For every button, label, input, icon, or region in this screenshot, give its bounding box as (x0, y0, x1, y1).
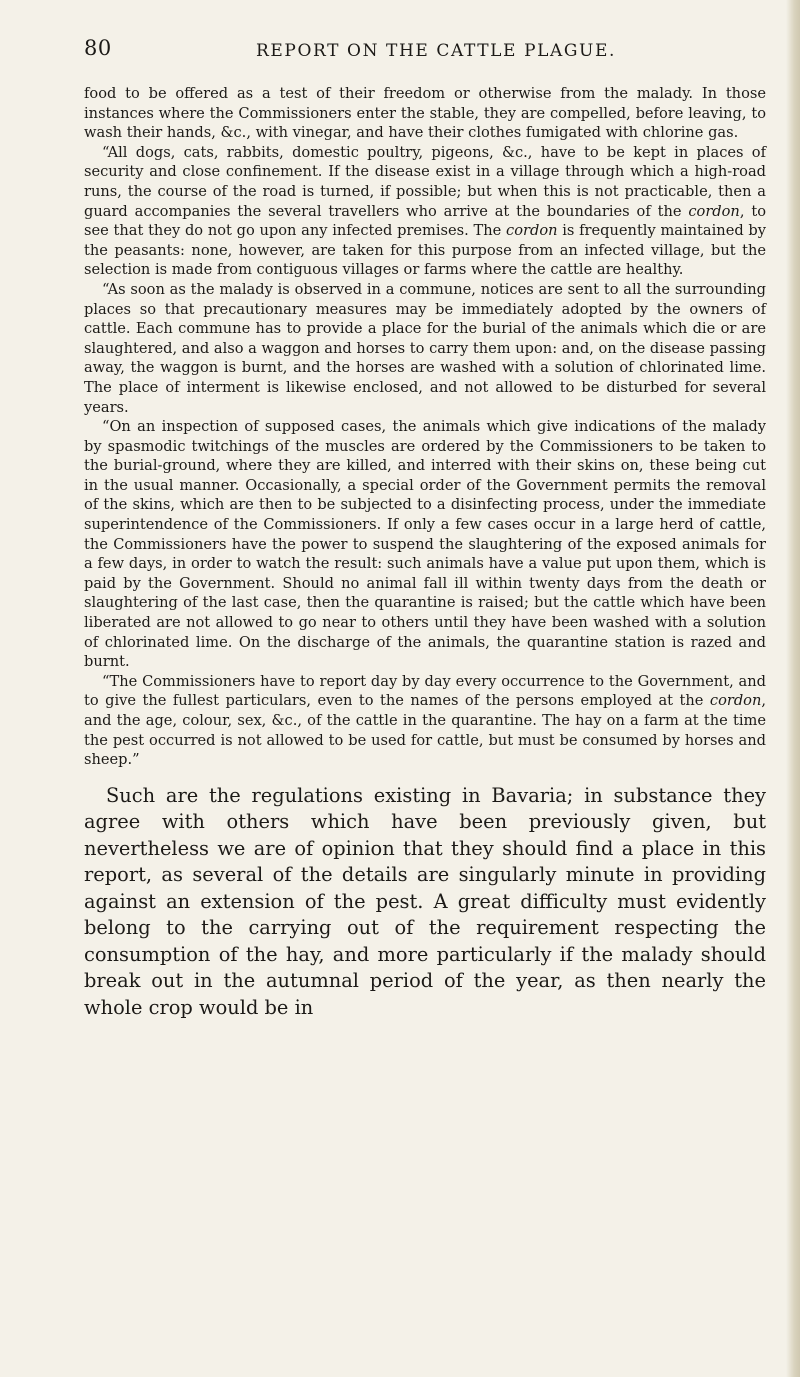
italic-term: cordon (709, 692, 762, 710)
body-paragraph: Such are the regulations existing in Bavaria; in substance they agree with others which have been previously given, but nevertheless we are of opinion that they should find a place in this report, as several of the details are singularly minute in providing against an extension of the pest. A great difficulty must evidently belong to the carrying out of the requirement respecting the consumption of the hay, and more particularly if the malady should break out in the autumnal period of the year, as then nearly the whole crop would be in (84, 783, 766, 1019)
page-edge-shadow (786, 0, 800, 1377)
quoted-report (84, 84, 766, 770)
quote-paragraph: “As soon as the malady is observed in a commune, notices are sent to all the surrounding places so that precautionary measures may be immediately adopted by the owners of cattle. Each commune has to provide a place for the burial of the animals which die or are slaughtered, and also a waggon and horses to carry them upon: and, on the disease passing away, the waggon is burnt, and the horses are washed with a solution of chlorinated lime. The place of interment is likewise enclosed, and not allowed to be disturbed for several years. (84, 280, 766, 416)
quote-paragraph: “The Commissioners have to report day by day every occurrence to the Government, and to give the fullest particulars, even to the names of the persons employed at the cordon, and the age, colour, sex, &c., of the cattle in the quarantine. The hay on a farm at the time the pest occurred is not allowed to be used for cattle, but must be consumed by horses and sheep.” (84, 672, 766, 769)
running-title: REPORT ON THE CATTLE PLAGUE. (256, 41, 616, 61)
main-text (84, 783, 766, 1022)
italic-term: cordon (506, 222, 558, 240)
quote-paragraph: “All dogs, cats, rabbits, domestic poultry, pigeons, &c., have to be kept in places of security and close confinement. If the disease exist in a village through which a high-road runs, the course of the road is turned, if possible; but when this is not practicable, then a guard accompanies the several travellers who arrive at the boundaries of the cordon, to see that they do not go upon any infected premises. The cordon is frequently maintained by the peasants: none, however, are taken for this purpose from an infected village, but the selection is made from contiguous villages or farms where the cattle are healthy. (84, 143, 766, 279)
page-header (84, 36, 766, 68)
page-number: 80 (84, 36, 112, 60)
italic-term: cordon (688, 202, 740, 220)
quote-paragraph: food to be offered as a test of their freedom or otherwise from the malady. In those instances where the Commissioners enter the stable, they are compelled, before leaving, to wash their hands, &c., with vinegar, and have their clothes fumigated with chlorine gas. (84, 85, 766, 142)
quote-paragraph: “On an inspection of supposed cases, the animals which give indications of the malady by spasmodic twitchings of the muscles are ordered by the Commissioners to be taken to the burial-ground, where they are killed, and interred with their skins on, these being cut in the usual manner. Occasionally, a special order of the Government permits the removal of the skins, which are then to be subjected to a disinfecting process, under the immediate superintendence of the Commissioners. If only a few cases occur in a large herd of cattle, the Commissioners have the power to suspend the slaughtering of the exposed animals for a few days, in order to watch the result: such animals have a value put upon them, which is paid by the Government. Should no animal fall ill within twenty days from the death or slaughtering of the last case, then the quarantine is raised; but the cattle which have been liberated are not allowed to go near to others until they have been washed with a solution of chlorinated lime. On the discharge of the animals, the quarantine station is razed and burnt. (84, 418, 766, 671)
